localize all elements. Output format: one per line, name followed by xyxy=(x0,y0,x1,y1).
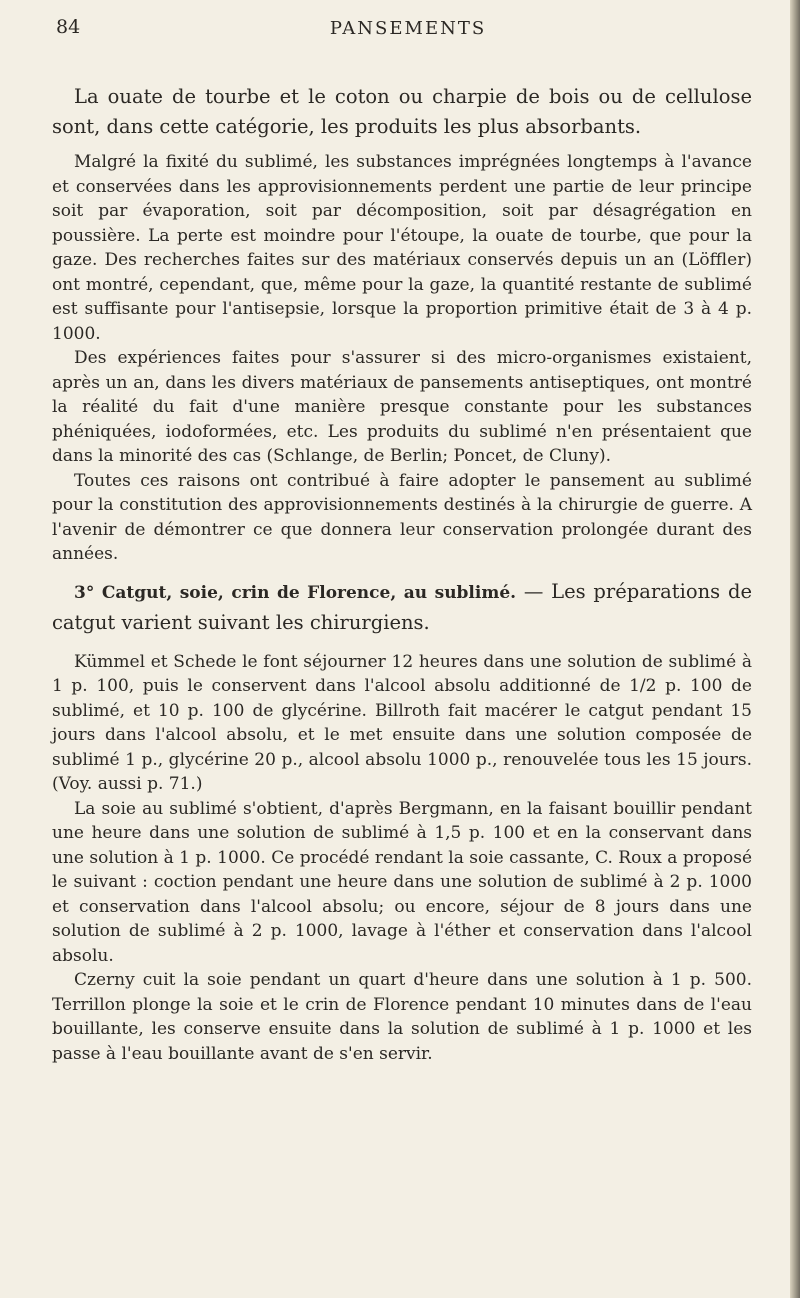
paragraph-absorbent-products: La ouate de tourbe et le coton ou charpie de bois ou de cellulose sont, dans cette catégorie, les produits les plus absorbants. xyxy=(52,85,752,138)
paragraph-sublimate-fixity: Malgré la fixité du sublimé, les substances imprégnées longtemps à l'avance et conservées dans les approvisionnements perdent une partie de leur principe soit par évaporation, soit par décomposition, soit par désagrégation en poussière. La perte est moindre pour l'étoupe, la ouate de tourbe, que pour la gaze. Des recherches faites sur des matériaux conservés depuis un an (Löffler) ont montré, cependant, que, même pour la gaze, la quantité restante de sublimé est suffisante pour l'antisepsie, lorsque la proportion primitive était de 3 à 4 p. 1000. xyxy=(52,152,752,344)
paragraph-kummel-schede: Kümmel et Schede le font séjourner 12 heures dans une solution de sublimé à 1 p. 100, puis le conservent dans l'alcool absolu additionné de 1/2 p. 100 de sublimé, et 10 p. 100 de glycérine. Billroth fait macérer le catgut pendant 15 jours dans l'alcool absolu, et le met ensuite dans une solution composée de sublimé 1 p., glycérine 20 p., alcool absolu 1000 p., renouvelée tous les 15 jours. (Voy. aussi p. 71.) xyxy=(52,651,752,794)
page-body xyxy=(52,82,752,1066)
paragraph-war-surgery: Toutes ces raisons ont contribué à faire adopter le pansement au sublimé pour la constitution des approvisionnements destinés à la chirurgie de guerre. A l'avenir de démontrer ce que donnera leur conservation prolongée durant des années. xyxy=(52,470,752,564)
page-header xyxy=(56,10,760,50)
paragraph-micro-organisms: Des expériences faites pour s'assurer si des micro-organismes existaient, après un an, dans les divers matériaux de pansements antiseptiques, ont montré la réalité du fait d'une manière presque constante pour les substances phéniquées, iodoformées, etc. Les produits du sublimé n'en présentaient que dans la minorité des cas (Schlange, de Berlin; Poncet, de Cluny). xyxy=(52,348,752,466)
paragraph-silk-bergmann: La soie au sublimé s'obtient, d'après Bergmann, en la faisant bouillir pendant une heure dans une solution de sublimé à 1,5 p. 100 et en la conservant dans une solution à 1 p. 1000. Ce procédé rendant la soie cassante, C. Roux a proposé le suivant : coction pendant une heure dans une solution de sublimé à 2 p. 1000 et conservation dans l'alcool absolu; ou encore, séjour de 8 jours dans une solution de sublimé à 2 p. 1000, lavage à l'éther et conservation dans l'alcool absolu. xyxy=(52,798,752,966)
page-number: 84 xyxy=(56,16,81,38)
section-heading: 3° Catgut, soie, crin de Florence, au sublimé. xyxy=(74,582,517,603)
page-edge xyxy=(790,0,800,1298)
section-catgut xyxy=(52,577,752,638)
section-text: — Les préparations de catgut varient suivant les chirurgiens. xyxy=(52,579,752,634)
running-title: PANSEMENTS xyxy=(329,18,487,39)
paragraph-czerny: Czerny cuit la soie pendant un quart d'heure dans une solution à 1 p. 500. Terrillon plonge la soie et le crin de Florence pendant 10 minutes dans de l'eau bouillante, les conserve ensuite dans la solution de sublimé à 1 p. 1000 et les passe à l'eau bouillante avant de s'en servir. xyxy=(52,970,752,1064)
